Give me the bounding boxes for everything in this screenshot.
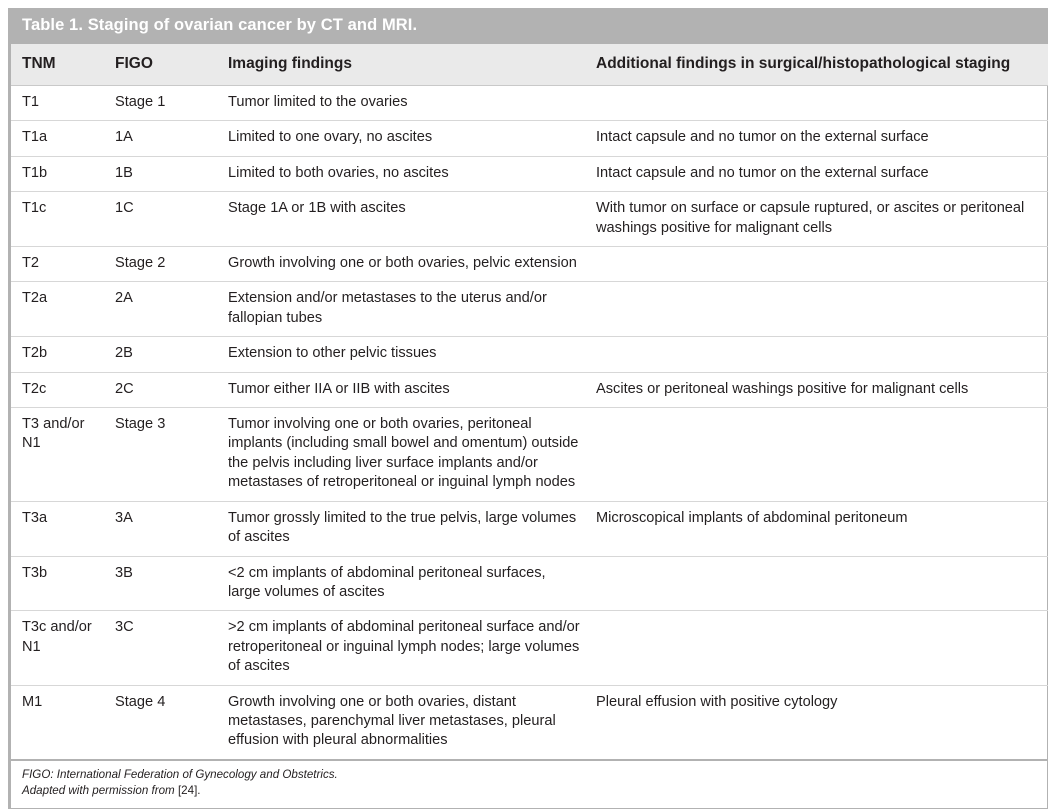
footnote-reference-number: [24]. (177, 783, 201, 797)
cell-imaging-findings: <2 cm implants of abdominal peritoneal surfaces, large volumes of ascites (228, 556, 596, 611)
cell-tnm: M1 (11, 685, 115, 759)
cell-imaging-findings: Tumor grossly limited to the true pelvis, large volumes of ascites (228, 501, 596, 556)
cell-figo: 3C (115, 611, 228, 685)
cell-figo: 3A (115, 501, 228, 556)
cell-additional-findings (596, 337, 1048, 372)
cell-additional-findings (596, 247, 1048, 282)
cell-figo: Stage 2 (115, 247, 228, 282)
table-row (11, 247, 1048, 282)
cell-imaging-findings: Tumor involving one or both ovaries, peritoneal implants (including small bowel and omentum) outside the pelvis including liver surface implants and/or metastases of retroperitoneal or inguinal lymph nodes (228, 408, 596, 502)
footnote-attribution-text: Adapted with permission from (22, 783, 178, 797)
cell-additional-findings: Ascites or peritoneal washings positive for malignant cells (596, 372, 1048, 407)
cell-figo: Stage 1 (115, 86, 228, 121)
cell-imaging-findings: >2 cm implants of abdominal peritoneal surface and/or retroperitoneal or inguinal lymph nodes; large volumes of ascites (228, 611, 596, 685)
cell-additional-findings: Intact capsule and no tumor on the external surface (596, 156, 1048, 191)
cell-imaging-findings: Extension to other pelvic tissues (228, 337, 596, 372)
cell-tnm: T2c (11, 372, 115, 407)
cell-figo: 1C (115, 192, 228, 247)
table-row (11, 408, 1048, 502)
cell-additional-findings: Pleural effusion with positive cytology (596, 685, 1048, 759)
cell-additional-findings (596, 282, 1048, 337)
cell-imaging-findings: Tumor limited to the ovaries (228, 86, 596, 121)
staging-table-container (8, 8, 1048, 809)
footnote-line-attribution (22, 783, 1036, 799)
cell-tnm: T3 and/or N1 (11, 408, 115, 502)
cell-figo: 3B (115, 556, 228, 611)
cell-tnm: T1b (11, 156, 115, 191)
cell-tnm: T3a (11, 501, 115, 556)
cell-figo: 2B (115, 337, 228, 372)
cell-tnm: T1 (11, 86, 115, 121)
table-row (11, 372, 1048, 407)
table-footnote (11, 759, 1047, 808)
column-header-additional-findings: Additional findings in surgical/histopathological staging (596, 54, 1011, 72)
cell-imaging-findings: Tumor either IIA or IIB with ascites (228, 372, 596, 407)
table-row (11, 121, 1048, 156)
cell-imaging-findings: Growth involving one or both ovaries, distant metastases, parenchymal liver metastases, pleural effusion with pleural abnormalities (228, 685, 596, 759)
cell-additional-findings (596, 556, 1048, 611)
cell-figo: Stage 3 (115, 408, 228, 502)
cell-tnm: T2b (11, 337, 115, 372)
column-header-imaging-findings: Imaging findings (228, 54, 352, 72)
cell-tnm: T3c and/or N1 (11, 611, 115, 685)
cell-tnm: T1c (11, 192, 115, 247)
cell-additional-findings (596, 86, 1048, 121)
cell-tnm: T2 (11, 247, 115, 282)
cell-tnm: T3b (11, 556, 115, 611)
cell-figo: 2C (115, 372, 228, 407)
cell-imaging-findings: Growth involving one or both ovaries, pelvic extension (228, 247, 596, 282)
cell-additional-findings: Intact capsule and no tumor on the external surface (596, 121, 1048, 156)
table-row (11, 556, 1048, 611)
cell-tnm: T1a (11, 121, 115, 156)
table-header-row (11, 44, 1048, 86)
table-title: Table 1. Staging of ovarian cancer by CT and MRI. (11, 8, 1047, 44)
table-row (11, 86, 1048, 121)
cell-tnm: T2a (11, 282, 115, 337)
cell-imaging-findings: Stage 1A or 1B with ascites (228, 192, 596, 247)
column-header-figo: FIGO (115, 54, 153, 72)
staging-table (11, 44, 1048, 759)
cell-additional-findings: With tumor on surface or capsule ruptured, or ascites or peritoneal washings positive for malignant cells (596, 192, 1048, 247)
cell-figo: 1B (115, 156, 228, 191)
footnote-line-abbreviation: FIGO: International Federation of Gynecology and Obstetrics. (22, 767, 338, 781)
column-header-tnm: TNM (22, 54, 56, 72)
cell-imaging-findings: Limited to both ovaries, no ascites (228, 156, 596, 191)
cell-additional-findings (596, 408, 1048, 502)
table-row (11, 337, 1048, 372)
cell-additional-findings: Microscopical implants of abdominal peritoneum (596, 501, 1048, 556)
table-row (11, 282, 1048, 337)
table-row (11, 156, 1048, 191)
table-row (11, 501, 1048, 556)
cell-figo: Stage 4 (115, 685, 228, 759)
table-row (11, 611, 1048, 685)
cell-figo: 1A (115, 121, 228, 156)
cell-figo: 2A (115, 282, 228, 337)
cell-imaging-findings: Limited to one ovary, no ascites (228, 121, 596, 156)
table-row (11, 192, 1048, 247)
cell-additional-findings (596, 611, 1048, 685)
table-row (11, 685, 1048, 759)
cell-imaging-findings: Extension and/or metastases to the uterus and/or fallopian tubes (228, 282, 596, 337)
